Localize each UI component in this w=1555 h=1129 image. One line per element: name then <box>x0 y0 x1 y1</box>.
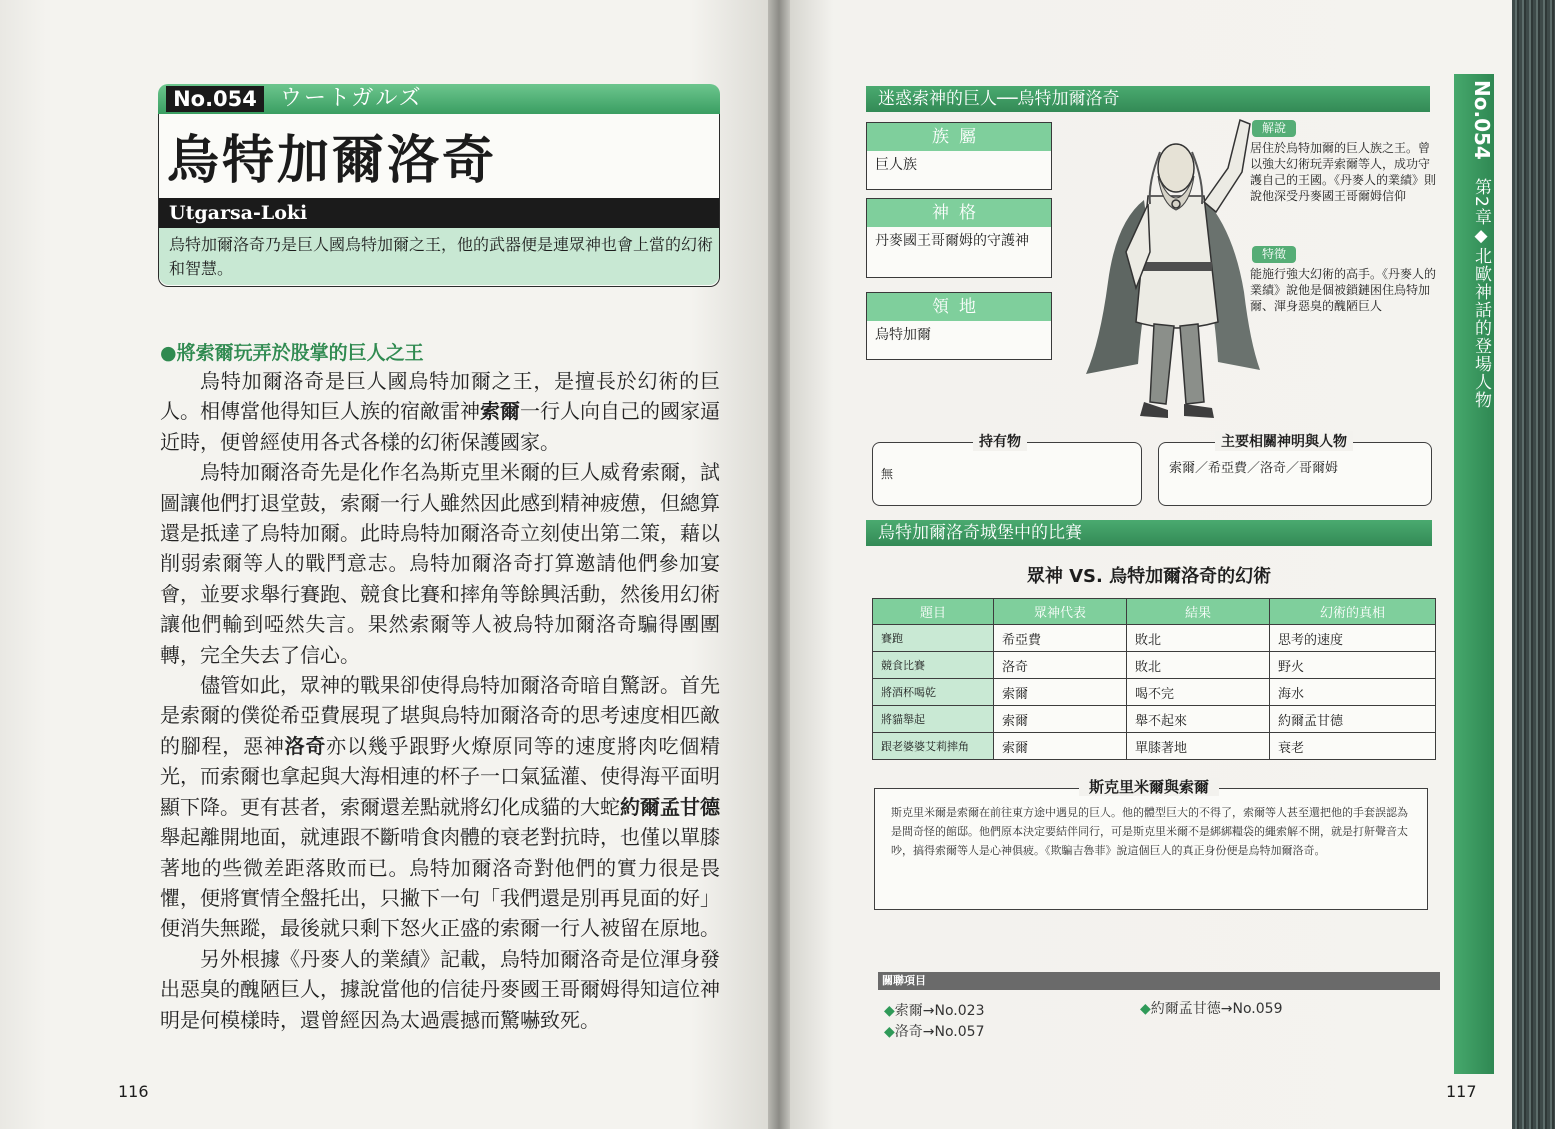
table-cell: 跟老婆婆艾莉摔角 <box>873 733 994 760</box>
arrow-icon: → <box>922 1003 935 1019</box>
entry-header-bar <box>158 84 720 114</box>
table-cell: 索爾 <box>994 706 1127 733</box>
paragraph <box>160 457 720 670</box>
column-header: 題目 <box>873 599 994 625</box>
page-edges <box>1512 0 1555 1129</box>
table-cell: 索爾 <box>994 679 1127 706</box>
page-number: 117 <box>1446 1082 1477 1101</box>
page-number: 116 <box>118 1082 149 1101</box>
profile-value: 烏特加爾 <box>875 327 931 343</box>
title-latin: Utgarsa-Loki <box>169 202 308 224</box>
table-cell: 約爾孟甘德 <box>1270 706 1436 733</box>
table-cell: 索爾 <box>994 733 1127 760</box>
chapter-tab-number: No.054 <box>1470 80 1494 160</box>
possessions-box <box>872 434 1142 506</box>
diamond-icon: ◆ <box>1140 1001 1151 1017</box>
features-text: 能施行強大幻術的高手。《丹麥人的業績》說他是個被鎖鏈困住烏特加爾、渾身惡臭的醜陋巨人 <box>1250 267 1437 313</box>
possessions-value: 無 <box>881 467 894 481</box>
possessions-title: 持有物 <box>973 431 1027 451</box>
related-entry-link[interactable] <box>1140 998 1282 1018</box>
text-run: 另外根據《丹麥人的業績》記載，烏特加爾洛奇是位渾身發出惡臭的醜陋巨人，據說當他的信徒丹麥國王哥爾姆得知這位神明是何模樣時，還曾經因為太過震撼而驚嚇致死。 <box>160 946 720 1032</box>
diamond-icon: ◆ <box>884 1024 895 1040</box>
page-title: 烏特加爾洛奇 <box>167 131 498 191</box>
entry-number: No.054 <box>166 86 264 112</box>
table-cell: 賽跑 <box>873 625 994 652</box>
table-cell: 洛奇 <box>994 652 1127 679</box>
table-row <box>873 625 1436 652</box>
skrymir-text: 斯克里米爾是索爾在前往東方途中遇見的巨人。他的體型巨大的不得了，索爾等人甚至還把他的手套誤認為是間奇怪的館邸。他們原本決定要結伴同行，可是斯克里米爾不是綁綁糧袋的繩索解不開，就是打鼾聲音太吵，搞得索爾等人是心神俱疲。《欺騙吉魯菲》說這個巨人的真正身份便是烏特加爾洛奇。 <box>891 806 1408 857</box>
contest-table <box>872 598 1436 760</box>
diamond-icon: ◆ <box>884 1003 895 1019</box>
related-entry-name: 洛奇 <box>894 1024 923 1040</box>
text-run: 舉起離開地面，就連跟不斷啃食肉體的衰老對抗時，也僅以單膝著地的些微差距落敗而已。烏特加爾洛奇對他們的實力很是畏懼，便將實情全盤托出，只撇下一句「我們還是別再見面的好」便消失無蹤，最後就只剩下怒火正盛的索爾一行人被留在原地。 <box>160 825 720 941</box>
profile-race <box>866 122 1052 190</box>
emphasis-term: 約爾孟甘德 <box>620 794 720 819</box>
book-spine <box>768 0 790 1129</box>
title-latin-bar <box>159 198 719 228</box>
column-header: 幻術的真相 <box>1270 599 1436 625</box>
table-cell: 競食比賽 <box>873 652 994 679</box>
related-entry-link[interactable] <box>884 1021 984 1041</box>
table-cell: 喝不完 <box>1127 679 1270 706</box>
left-page <box>0 0 768 1129</box>
profile-value: 丹麥國王哥爾姆的守護神 <box>875 233 1029 249</box>
emphasis-term: 索爾 <box>480 399 520 424</box>
text-run: 烏特加爾洛奇先是化作名為斯克里米爾的巨人威脅索爾，試圖讓他們打退堂鼓，索爾一行人雖然因此感到精神疲憊，但總算還是抵達了烏特加爾。此時烏特加爾洛奇立刻使出第二策，藉以削弱索爾等人的戰鬥意志。烏特加爾洛奇打算邀請他們參加宴會，並要求舉行賽跑、競食比賽和摔角等餘興活動，然後用幻術讓他們輸到啞然失言。果然索爾等人被烏特加爾洛奇騙得團團轉，完全失去了信心。 <box>160 460 720 667</box>
body-text <box>160 366 720 1035</box>
summary-text: 烏特加爾洛奇乃是巨人國烏特加爾之王，他的武器便是連眾神也會上當的幻術和智慧。 <box>169 235 714 278</box>
table-cell: 希亞費 <box>994 625 1127 652</box>
profile-label: 族屬 <box>867 123 1051 151</box>
right-page <box>790 0 1512 1129</box>
commentary-text: 居住於烏特加爾的巨人族之王。曾以強大幻術玩弄索爾等人，成功守護自己的王國。《丹麥人的業績》則說他深受丹麥國王哥爾姆信仰 <box>1250 141 1437 203</box>
section-heading: ●將索爾玩弄於股掌的巨人之王 <box>160 342 424 364</box>
summary-box <box>159 228 719 285</box>
related-entry-link[interactable] <box>884 1000 984 1020</box>
profile-divinity <box>866 198 1052 278</box>
entry-kana: ウートガルズ <box>280 86 423 111</box>
related-entry-name: 索爾 <box>894 1003 923 1019</box>
features-tag: 特徵 <box>1252 246 1296 263</box>
skrymir-title <box>866 776 1432 797</box>
profile-heading: 迷惑索神的巨人──烏特加爾洛奇 <box>866 86 1430 112</box>
table-cell: 舉不起來 <box>1127 706 1270 733</box>
text-run: 儘管如此，眾神的戰果卻使得烏特加爾洛奇暗自驚訝。首先是索爾的僕從希亞費展現了堪與烏特加爾洛奇的思考速度相匹敵的腳程，惡神 <box>160 673 720 758</box>
table-row <box>873 652 1436 679</box>
table-cell: 敗北 <box>1127 625 1270 652</box>
table-row <box>873 706 1436 733</box>
table-cell: 野火 <box>1270 652 1436 679</box>
profile-label: 神格 <box>867 199 1051 227</box>
profile-value: 巨人族 <box>875 157 917 173</box>
related-figures-box <box>1158 434 1432 506</box>
skrymir-title-text: 斯克里米爾與索爾 <box>1079 778 1219 796</box>
profile-label: 領地 <box>867 293 1051 321</box>
chapter-tab-title: 第2章◆北歐神話的登場人物 <box>1471 178 1491 409</box>
commentary-tag: 解說 <box>1252 120 1296 137</box>
table-cell: 海水 <box>1270 679 1436 706</box>
related-entries-label: 關聯項目 <box>882 974 926 987</box>
title-panel <box>158 114 720 287</box>
related-entries-bar <box>878 972 1440 990</box>
related-entry-name: 約爾孟甘德 <box>1150 1001 1221 1017</box>
table-cell: 將酒杯喝乾 <box>873 679 994 706</box>
table-cell: 敗北 <box>1127 652 1270 679</box>
paragraph <box>160 366 720 457</box>
related-entry-ref: No.023 <box>934 1003 985 1019</box>
related-entry-ref: No.059 <box>1232 1001 1283 1017</box>
table-header-row <box>873 599 1436 625</box>
column-header: 眾神代表 <box>994 599 1127 625</box>
table-row <box>873 679 1436 706</box>
contest-section-heading: 烏特加爾洛奇城堡中的比賽 <box>866 520 1432 546</box>
contest-table-title: 眾神 VS. 烏特加爾洛奇的幻術 <box>1026 566 1272 587</box>
table-cell: 將貓舉起 <box>873 706 994 733</box>
text-run: 亦以幾乎跟野火燎原同等的速度將肉吃個精光，而索爾也拿起與大海相連的杯子一口氣猛灌、使得海平面明顯下降。更有甚者，索爾還差點就將幻化成貓的大蛇 <box>160 733 721 819</box>
text-run: 烏特加爾洛奇是巨人國烏特加爾之王，是擅長於幻術的巨人。相傳當他得知巨人族的宿敵雷神 <box>160 369 720 424</box>
table-cell: 思考的速度 <box>1270 625 1436 652</box>
emphasis-term: 洛奇 <box>284 733 327 758</box>
related-entry-ref: No.057 <box>934 1024 985 1040</box>
text-run: 一行人向自己的國家逼近時，便曾經使用各式各樣的幻術保護國家。 <box>160 399 720 454</box>
chapter-tab <box>1454 74 1494 1074</box>
paragraph <box>160 944 720 1035</box>
arrow-icon: → <box>922 1024 935 1040</box>
skrymir-box <box>874 788 1428 910</box>
arrow-icon: → <box>1220 1001 1233 1017</box>
profile-territory <box>866 292 1052 360</box>
table-row <box>873 733 1436 760</box>
paragraph <box>160 670 720 944</box>
entry-header <box>158 84 720 294</box>
table-cell: 單膝著地 <box>1127 733 1270 760</box>
column-header: 結果 <box>1127 599 1270 625</box>
related-figures-title: 主要相關神明與人物 <box>1215 431 1353 451</box>
related-figures-value: 索爾／希亞費／洛奇／哥爾姆 <box>1169 461 1339 476</box>
table-cell: 衰老 <box>1270 733 1436 760</box>
